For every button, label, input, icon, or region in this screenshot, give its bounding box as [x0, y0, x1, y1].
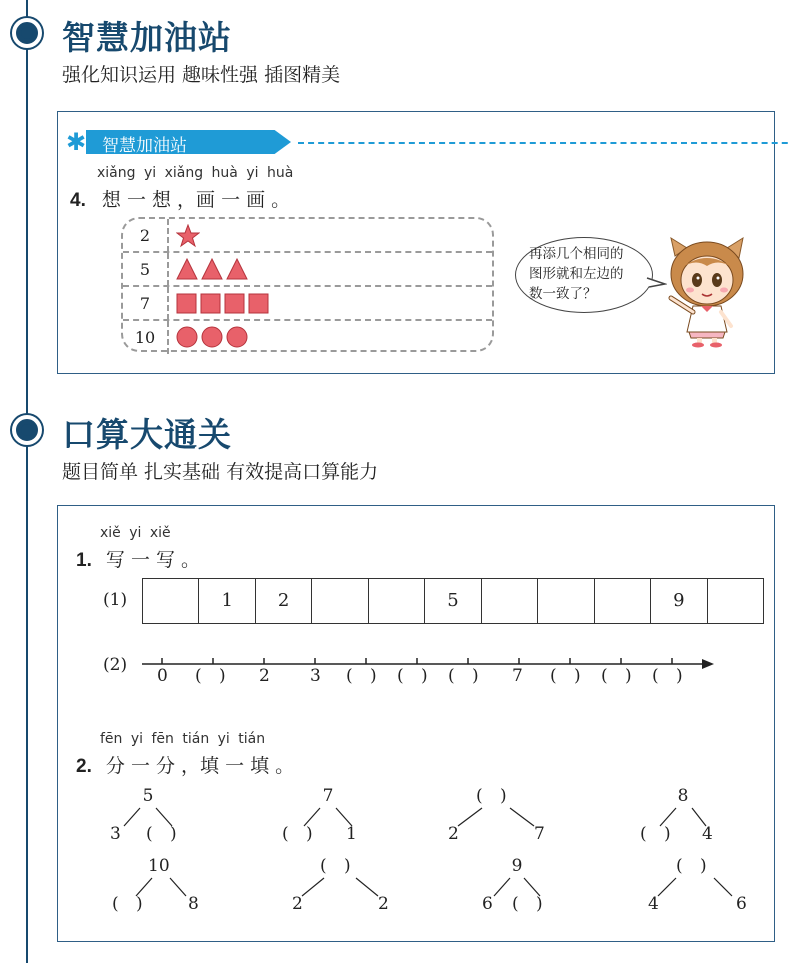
bond-left: 4 — [648, 894, 659, 914]
bond-right: 2 — [378, 894, 389, 914]
number-line-label: 2 — [259, 666, 270, 686]
writing-cell[interactable] — [143, 579, 199, 623]
writing-cell[interactable] — [708, 579, 763, 623]
cartoon-girl-illustration — [657, 236, 757, 348]
number-bond — [446, 786, 546, 846]
writing-cell: 5 — [425, 579, 481, 623]
circle-shape — [201, 326, 223, 348]
number-bond — [648, 856, 748, 916]
bond-right[interactable]: ( ) — [146, 824, 177, 844]
number-line-label: 7 — [512, 666, 523, 686]
shape-group — [176, 224, 200, 248]
number-bond — [636, 786, 736, 846]
writing-cell[interactable] — [369, 579, 425, 623]
section-title-1: 智慧加油站 — [62, 18, 232, 57]
shape-group — [176, 292, 269, 316]
bond-right: 6 — [736, 894, 747, 914]
question-4 — [70, 185, 290, 212]
writing-cell[interactable] — [482, 579, 538, 623]
writing-cell: 9 — [651, 579, 707, 623]
number-line-blank[interactable]: ( ) — [652, 666, 683, 686]
bond-right[interactable]: ( ) — [512, 894, 543, 914]
question-number: 2. — [76, 756, 92, 777]
number-line-blank[interactable]: ( ) — [601, 666, 632, 686]
triangle-shape — [226, 258, 248, 280]
bond-top: 5 — [142, 786, 154, 806]
question-1 — [76, 545, 200, 572]
shape-table — [121, 217, 494, 352]
circle-shape — [176, 326, 198, 348]
banner-label: 智慧加油站 — [102, 136, 187, 156]
square-shape — [200, 292, 221, 314]
table-row — [123, 219, 492, 253]
bond-right: 4 — [702, 824, 713, 844]
bond-left[interactable]: ( ) — [640, 824, 671, 844]
row-number: 10 — [123, 321, 169, 354]
square-shape — [176, 292, 197, 314]
bond-lines — [446, 806, 546, 828]
question-2-text: 分 一 分 ，填 一 填 。 — [105, 755, 295, 777]
square-shape — [248, 292, 269, 314]
speech-bubble-text — [529, 244, 649, 304]
bond-top: 9 — [511, 856, 523, 876]
question-number: 1. — [76, 550, 92, 571]
star-shape — [176, 224, 200, 248]
timeline-line — [26, 0, 28, 963]
question-1-text: 写 一 写 。 — [105, 549, 201, 571]
section-subtitle-1: 强化知识运用 趣味性强 插图精美 — [62, 64, 341, 86]
bond-left[interactable]: ( ) — [282, 824, 313, 844]
row-number: 5 — [123, 253, 169, 286]
number-line-blank[interactable]: ( ) — [346, 666, 377, 686]
row-number: 7 — [123, 287, 169, 320]
part-2-label: (2) — [103, 655, 128, 675]
question-1-pinyin: xiě yi xiě — [100, 525, 171, 541]
bond-top[interactable]: ( ) — [320, 856, 351, 876]
writing-cell[interactable] — [538, 579, 594, 623]
number-bond — [478, 856, 578, 916]
circle-shape — [226, 326, 248, 348]
table-row — [123, 321, 492, 355]
square-shape — [224, 292, 245, 314]
section-subtitle-2: 题目简单 扎实基础 有效提高口算能力 — [62, 461, 379, 483]
bond-right: 7 — [534, 824, 545, 844]
table-row — [123, 253, 492, 287]
bond-right: 8 — [188, 894, 199, 914]
bond-lines — [648, 876, 748, 898]
bond-top: 10 — [148, 856, 170, 876]
number-line-label: 3 — [310, 666, 321, 686]
row-number: 2 — [123, 219, 169, 252]
number-line-blank[interactable]: ( ) — [448, 666, 479, 686]
number-line-blank[interactable]: ( ) — [397, 666, 428, 686]
number-bond — [98, 786, 198, 846]
question-2 — [76, 751, 294, 778]
number-line-label: 0 — [157, 666, 168, 686]
number-bond — [290, 856, 390, 916]
question-2-pinyin: fēn yi fēn tián yi tián — [100, 731, 266, 747]
runner-icon: ✱ — [66, 129, 87, 156]
section-marker-2 — [12, 415, 42, 445]
question-4-text: 想 一 想 ，画 一 画 。 — [101, 189, 291, 211]
writing-cell: 2 — [256, 579, 312, 623]
number-bond — [110, 856, 210, 916]
bond-top: 7 — [322, 786, 334, 806]
number-line-blank[interactable]: ( ) — [195, 666, 226, 686]
bond-right: 1 — [346, 824, 357, 844]
bubble-line: 数一致了？ — [529, 286, 597, 302]
bond-left: 3 — [110, 824, 121, 844]
bond-top[interactable]: ( ) — [476, 786, 507, 806]
shape-group — [176, 258, 248, 282]
section-marker-1 — [12, 18, 42, 48]
writing-cells — [142, 578, 764, 624]
number-line — [140, 654, 720, 674]
writing-cell[interactable] — [595, 579, 651, 623]
writing-cell: 1 — [199, 579, 255, 623]
bond-left: 6 — [482, 894, 493, 914]
bubble-line: 图形就和左边的 — [529, 266, 624, 282]
writing-cell[interactable] — [312, 579, 368, 623]
bond-left: 2 — [292, 894, 303, 914]
number-line-blank[interactable]: ( ) — [550, 666, 581, 686]
section-title-2: 口算大通关 — [62, 415, 232, 454]
bond-left: 2 — [448, 824, 459, 844]
question-4-pinyin: xiǎng yi xiǎng huà yi huà — [97, 165, 294, 181]
number-bond — [278, 786, 378, 846]
bond-top: 8 — [677, 786, 689, 806]
banner-dashed-line — [298, 142, 790, 144]
bond-left[interactable]: ( ) — [112, 894, 143, 914]
triangle-shape — [201, 258, 223, 280]
bond-lines — [290, 876, 390, 898]
table-row — [123, 287, 492, 321]
shape-group — [176, 326, 248, 350]
bond-top[interactable]: ( ) — [676, 856, 707, 876]
triangle-shape — [176, 258, 198, 280]
part-1-label: (1) — [103, 590, 128, 610]
bubble-line: 再添几个相同的 — [529, 246, 624, 262]
question-number: 4. — [70, 190, 86, 211]
